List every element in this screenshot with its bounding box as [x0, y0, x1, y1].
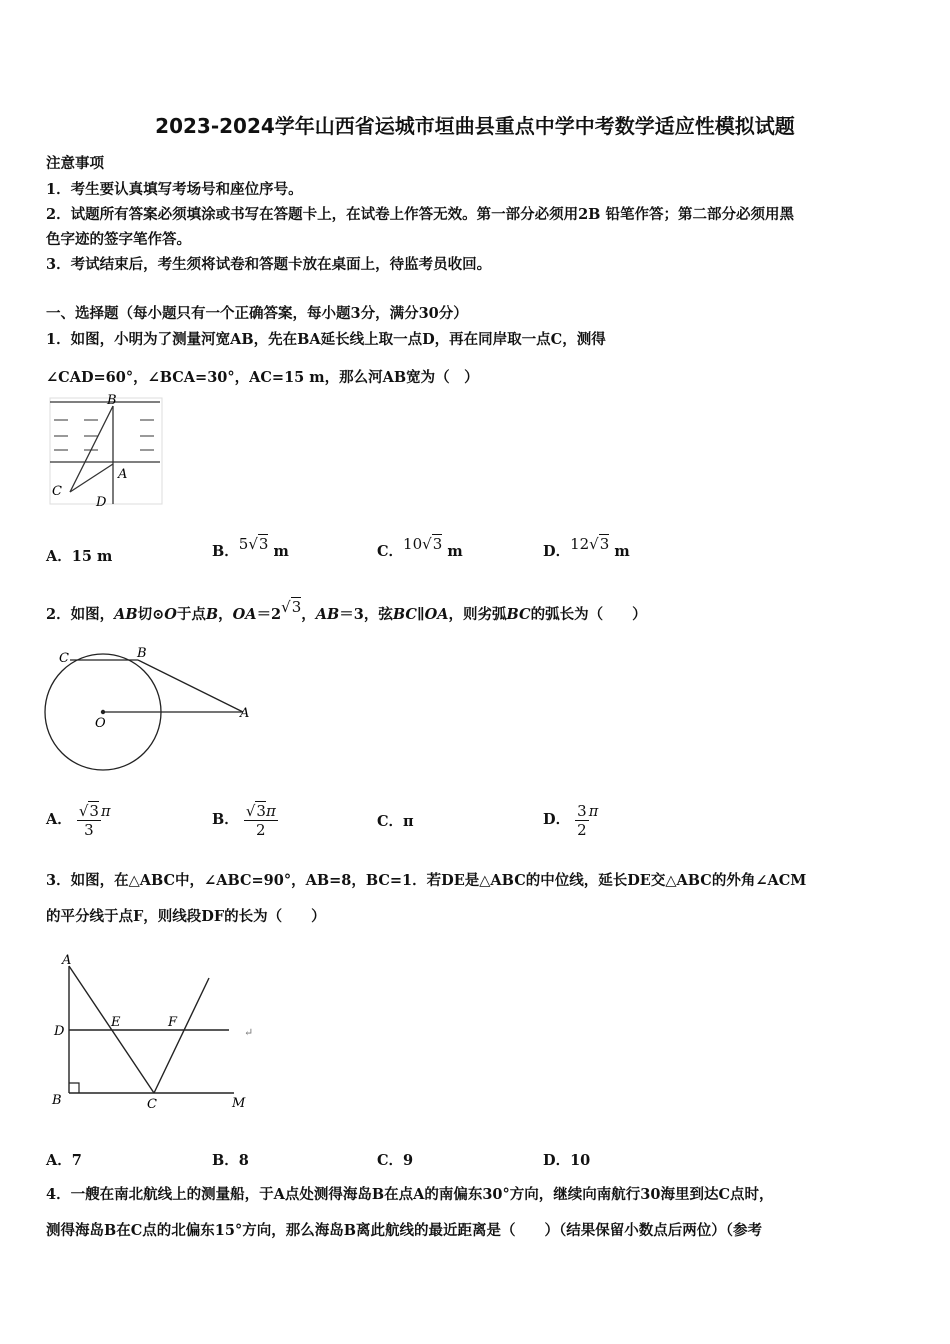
q1-stem-line1: 1．如图，小明为了测量河宽AB，先在BA延长线上取一点D，再在同岸取一点C，测得 — [46, 331, 606, 348]
q2-option-a: A． $\frac{√3}{3}$ π — [46, 801, 111, 839]
q1-option-c: C．10√3 m — [377, 535, 463, 560]
notes-heading: 注意事项 — [46, 155, 104, 172]
q3-label-f: F — [168, 1015, 178, 1030]
q2-circle-figure — [40, 645, 260, 777]
q3-label-e: E — [111, 1015, 121, 1030]
q3-label-b: B — [52, 1093, 62, 1108]
q2-label-o: O — [95, 716, 106, 731]
q2-option-d: D． $\frac{3}{2}$ π — [543, 801, 599, 839]
note-item-3: 3．考试结束后，考生须将试卷和答题卡放在桌面上，待监考员收回。 — [46, 256, 492, 273]
q3-label-c: C — [147, 1097, 157, 1112]
q2-option-b: B． $\frac{√3\pi}{2}$ — [212, 801, 276, 839]
page-title: 2023-2024学年山西省运城市垣曲县重点中学中考数学适应性模拟试题 — [155, 114, 795, 138]
note-item-1: 1．考生要认真填写考场号和座位序号。 — [46, 181, 303, 198]
q3-option-a: A．7 — [46, 1152, 82, 1169]
q4-stem-line1: 4．一艘在南北航线上的测量船，于A点处测得海岛B在点A的南偏东30°方向，继续向南航行30海里到达C点时， — [46, 1186, 774, 1203]
q1-stem-line2: ∠CAD=60°，∠BCA=30°，AC=15 m，那么河AB宽为（ ） — [46, 369, 479, 386]
q1-option-d: D．12√3 m — [543, 535, 630, 560]
q2-label-b: B — [137, 646, 147, 661]
q1-label-a: A — [118, 467, 128, 482]
q3-option-d: D．10 — [543, 1152, 591, 1169]
q3-triangle-figure — [44, 948, 269, 1118]
q1-label-d: D — [96, 495, 107, 510]
q3-label-a: A — [62, 953, 72, 968]
q1-river-figure — [44, 392, 169, 510]
q1-label-b: B — [107, 393, 117, 408]
note-item-2-cont: 色字迹的签字笔作答。 — [46, 231, 191, 248]
q3-option-c: C．9 — [377, 1152, 414, 1169]
note-item-2: 2．试题所有答案必须填涂或书写在答题卡上，在试卷上作答无效。第一部分必须用2B 铅笔作答；第二部分必须用黑 — [46, 206, 794, 223]
q2-option-c: C．π — [377, 813, 414, 830]
q1-label-c: C — [52, 484, 62, 499]
q3-stem-line1: 3．如图，在△ABC中，∠ABC=90°，AB=8，BC=1．若DE是△ABC的中位线，延长DE交△ABC的外角∠ACM — [46, 872, 807, 889]
q2-label-c: C — [59, 651, 69, 666]
q3-option-b: B．8 — [212, 1152, 249, 1169]
return-mark: ↵ — [244, 1026, 254, 1039]
q3-label-m: M — [232, 1096, 246, 1111]
q3-label-d: D — [54, 1024, 65, 1039]
q1-option-b: B．5√3 m — [212, 535, 289, 560]
q3-stem-line2: 的平分线于点F，则线段DF的长为（ ） — [46, 908, 326, 925]
q2-stem: 2．如图，AB切⊙O于点B，OA＝2√3，AB＝3，弦BC∥OA，则劣弧BC的弧长为（ ） — [46, 598, 647, 623]
q2-label-a: A — [240, 706, 250, 721]
q4-stem-line2: 测得海岛B在C点的北偏东15°方向，那么海岛B离此航线的最近距离是（ ）（结果保留小数点后两位）（参考 — [46, 1222, 762, 1239]
section-heading: 一、选择题（每小题只有一个正确答案，每小题3分，满分30分） — [46, 305, 468, 322]
q1-option-a: A．15 m — [46, 548, 113, 565]
